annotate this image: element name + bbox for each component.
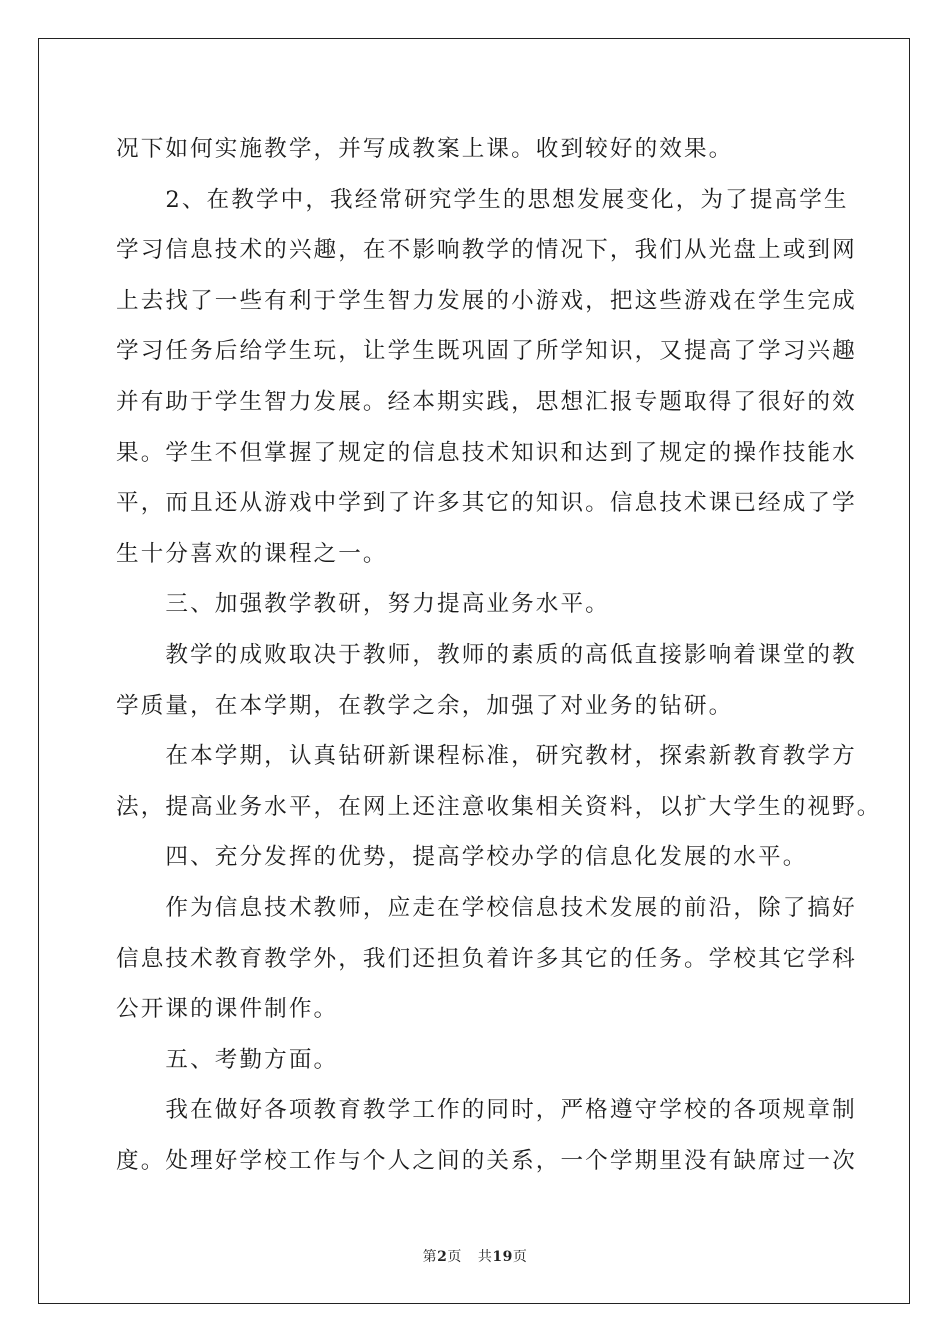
text-line: 教学的成败取决于教师，教师的素质的高低直接影响着课堂的教 (116, 641, 857, 668)
text-line: 公开课的课件制作。 (116, 996, 339, 1023)
text-line: 平，而且还从游戏中学到了许多其它的知识。信息技术课已经成了学 (116, 490, 857, 517)
text-line: 学质量，在本学期，在教学之余，加强了对业务的钻研。 (116, 692, 734, 719)
total-prefix: 共 (477, 1249, 493, 1265)
section-heading-4: 四、充分发挥的优势，提高学校办学的信息化发展的水平。 (116, 844, 808, 871)
text-line: 并有助于学生智力发展。经本期实践，思想汇报专题取得了很好的效 (116, 388, 857, 415)
total-suffix: 页 (512, 1249, 528, 1265)
text-line: 学习任务后给学生玩，让学生既巩固了所学知识，又提高了学习兴趣 (116, 338, 857, 365)
page-suffix: 页 (447, 1249, 462, 1265)
text-line: 作为信息技术教师，应走在学校信息技术发展的前沿，除了搞好 (116, 894, 857, 921)
text-line: 学习信息技术的兴趣，在不影响教学的情况下，我们从光盘上或到网 (116, 237, 857, 264)
text-line: 我在做好各项教育教学工作的同时，严格遵守学校的各项规章制 (116, 1097, 857, 1124)
total-pages: 19 (492, 1249, 513, 1265)
text-line: 度。处理好学校工作与个人之间的关系，一个学期里没有缺席过一次 (116, 1147, 857, 1174)
text-line: 信息技术教育教学外，我们还担负着许多其它的任务。学校其它学科 (116, 945, 857, 972)
text-line: 法，提高业务水平，在网上还注意收集相关资料，以扩大学生的视野。 (116, 793, 882, 820)
text-line: 2、在教学中，我经常研究学生的思想发展变化，为了提高学生 (116, 186, 849, 213)
section-heading-3: 三、加强教学教研，努力提高业务水平。 (116, 591, 610, 618)
page-prefix: 第 (422, 1249, 438, 1265)
section-heading-5: 五、考勤方面。 (116, 1046, 339, 1073)
text-line: 生十分喜欢的课程之一。 (116, 540, 388, 567)
text-line: 果。学生不但掌握了规定的信息技术知识和达到了规定的操作技能水 (116, 439, 857, 466)
document-body (116, 124, 882, 1186)
page-number: 2 (437, 1249, 448, 1265)
text-line: 在本学期，认真钻研新课程标准，研究教材，探索新教育教学方 (116, 743, 857, 770)
page-footer (0, 1246, 950, 1266)
text-line: 上去找了一些有利于学生智力发展的小游戏，把这些游戏在学生完成 (116, 287, 857, 314)
text-line: 况下如何实施教学，并写成教案上课。收到较好的效果。 (116, 136, 734, 162)
